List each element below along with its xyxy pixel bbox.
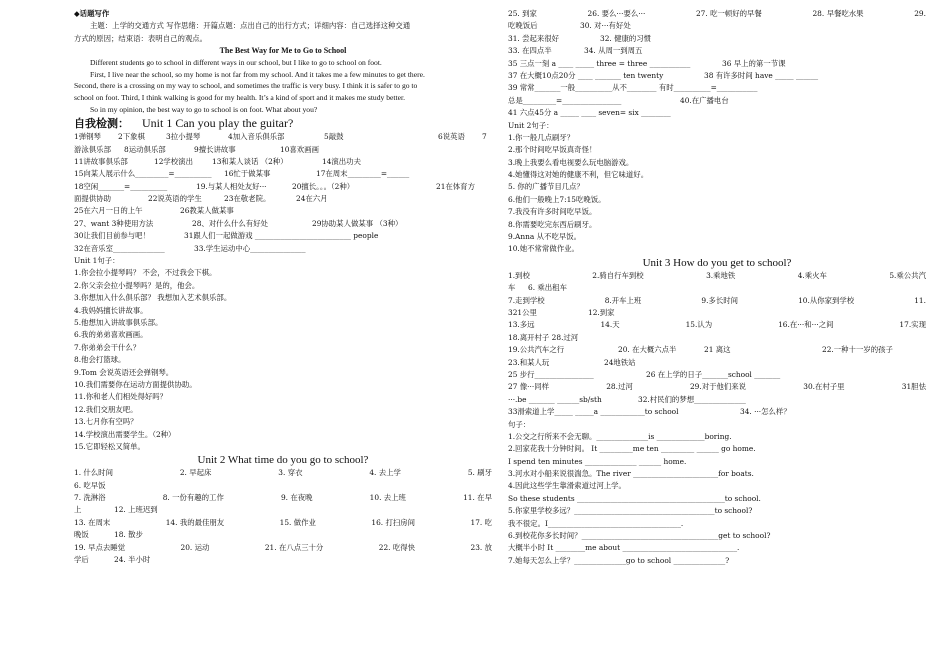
vocab-item: 27. 吃一顿好的早餐	[695, 9, 762, 18]
vocab-item: 25. 到家	[508, 9, 537, 18]
vocab-item: 15向某人展示什么_________=__________	[74, 169, 212, 179]
vocab-item: 12. 上班迟到	[114, 505, 158, 515]
vocab-item: 23在敬老院。	[224, 194, 271, 204]
vocab-item: 7. 洗淋浴	[74, 493, 106, 503]
vocab-row	[74, 218, 492, 230]
vocab-item: 41 六点45分 a _____ ____ seven= six ________	[508, 108, 671, 118]
unit3-sentences-label: 句子：	[508, 419, 531, 429]
sentence: 8.他会打篮球。	[74, 355, 126, 365]
vocab-item: 27 像···同样	[508, 382, 549, 392]
vocab-item: 33.学生运动中心_______________	[194, 243, 306, 253]
vocab-item: 上	[74, 505, 82, 515]
sentence: 2.回家花我十分钟时间。 It _________me ten _________ ______ go home.	[508, 444, 756, 454]
vocab-item: 19. 早点去睡觉	[74, 542, 126, 552]
vocab-item: 7	[482, 132, 487, 142]
vocab-item: 25 步行________________	[508, 369, 594, 379]
sentence: 4.因此这些学生靠滑索道过河上学。	[508, 481, 626, 491]
vocab-item: 27、want 3种使用方法	[74, 218, 154, 228]
unit3-vocab-row	[508, 357, 926, 369]
topic-line: 主题：上学的交通方式 写作思绪：开篇点题：点出自己的出行方式；详细内容：自己选择这种交通	[90, 21, 411, 31]
vocab-row	[74, 144, 492, 156]
vocab-item: 6. 吃早饭	[74, 480, 106, 490]
vocab-item: 18空闲_______=__________	[74, 181, 168, 191]
unit2-vocab-row	[508, 45, 926, 57]
vocab-item: 28、对什么什么有好处	[192, 218, 268, 228]
sentence: 7.你弟弟会干什么？	[74, 342, 141, 352]
section-heading: ◆话题写作	[74, 9, 110, 18]
vocab-row	[74, 193, 492, 205]
vocab-item: 40.在广播电台	[680, 95, 729, 105]
unit3-vocab-row	[508, 319, 926, 331]
self-check-label: 自我检测：	[74, 117, 129, 131]
sentence: 7.我没有许多时间吃早饭。	[508, 207, 597, 217]
sentence: 8.你需要吃完东西后刷牙。	[508, 219, 597, 229]
unit2-vocab-row	[508, 70, 926, 82]
vocab-item: 9擅长讲故事	[194, 144, 236, 154]
vocab-item: 30.在村子里	[803, 382, 845, 392]
vocab-item: 14演出功夫	[322, 156, 361, 166]
unit2-vocab-row	[74, 492, 492, 504]
unit2-vocab-row	[508, 82, 926, 94]
essay-line: First, I live near the school, so my home is not far from my school. And it takes me a few minutes to get there.	[90, 69, 425, 79]
vocab-row	[74, 205, 492, 217]
sentence: 13.七月你有空吗？	[74, 417, 138, 427]
unit2-sentences-label: Unit 2句子：	[508, 120, 554, 130]
vocab-item: 5.乘公共汽	[889, 270, 926, 280]
vocab-item: 39 常常_______一般__________从不________ 有时__________=___________	[508, 83, 758, 93]
unit2-vocab-row	[508, 8, 926, 20]
vocab-item: 21在体育方	[436, 181, 475, 191]
unit2-title: Unit 2 What time do you go to school?	[197, 454, 369, 467]
vocab-item: 1. 什么时间	[74, 468, 113, 478]
vocab-item: 8. 一份有趣的工作	[162, 493, 224, 503]
vocab-item: 33滑索道上学_____ _____a ____________to school	[508, 407, 679, 417]
vocab-item: 23. 放	[470, 542, 492, 552]
vocab-row	[74, 168, 492, 180]
vocab-item: 2下象棋	[118, 132, 145, 142]
vocab-item: 17. 吃	[470, 517, 492, 527]
sentence: 3.晚上我要么看电视要么玩电脑游戏。	[508, 157, 634, 167]
unit2-vocab-row	[74, 517, 492, 529]
vocab-item: 9.多长时间	[701, 295, 738, 305]
left-column	[74, 8, 492, 566]
essay-line: Second, there is a crossing on my way to school, and sometimes the traffic is very busy. I think it is safer to go to	[74, 81, 418, 91]
vocab-item: 20擅长。。。（2种）	[292, 181, 355, 191]
vocab-item: 14.天	[600, 320, 620, 330]
sentence: 12.我们交朋友吧。	[74, 404, 138, 414]
unit2-vocab-row	[74, 467, 492, 479]
unit3-vocab-row	[508, 295, 926, 307]
vocab-item: 16. 打扫房间	[371, 517, 416, 527]
vocab-item: 6. 乘出租车	[528, 283, 567, 293]
vocab-item: 29.	[914, 9, 926, 18]
sentence: 大概半小时 It ________me about _______________________________.	[508, 543, 740, 553]
sentence: 15.它即轻松又简单。	[74, 441, 145, 451]
vocab-item: 总是_________=________________	[508, 95, 622, 105]
unit3-vocab-row	[508, 270, 926, 282]
vocab-item: 36 早上的第一节课	[722, 58, 786, 68]
vocab-item: 1.到校	[508, 270, 530, 280]
vocab-item: 3拉小提琴	[166, 132, 201, 142]
vocab-item: 23.和某人玩	[508, 357, 550, 367]
unit2-vocab-row	[74, 480, 492, 492]
vocab-item: 35 三点一刻 a ____ _____ three = three ___________	[508, 58, 691, 68]
vocab-item: 30. 对···有好处	[580, 21, 631, 31]
vocab-item: 30让我们目前参与吧！	[74, 231, 150, 241]
vocab-item: 31. 尝起来很好	[508, 33, 560, 43]
vocab-item: 33. 在四点半	[508, 46, 552, 56]
vocab-item: 32在音乐室______________	[74, 243, 165, 253]
vocab-item: 13.多远	[508, 320, 535, 330]
vocab-item: 32. 健康的习惯	[600, 33, 652, 43]
vocab-item: 5. 刷牙	[467, 468, 492, 478]
vocab-item: 12学校演出	[154, 156, 193, 166]
right-column	[508, 8, 926, 567]
vocab-item: 28.过河	[606, 382, 633, 392]
sentence: 2.那个时间吃早饭真奇怪！	[508, 145, 597, 155]
vocab-item: 321公里	[508, 307, 537, 317]
sentence: 1.公交之行所来不会无聊。______________is _____________boring.	[508, 431, 732, 441]
vocab-item: 38 有许多时间 have _____ ______	[704, 70, 819, 80]
sentence: 4.我妈妈擅长讲故事。	[74, 305, 148, 315]
sentence: 1.你会拉小提琴吗？ 不会，不过我会下棋。	[74, 268, 217, 278]
vocab-item: ···.be _______ ______sb/sth	[508, 394, 602, 404]
vocab-item: 13和某人谈话 （2种）	[212, 156, 288, 166]
vocab-item: 4加入音乐俱乐部	[228, 132, 285, 142]
vocab-row	[74, 243, 492, 255]
essay-line: Different students go to school in different ways in our school, but I like to go to school on foot.	[90, 58, 382, 68]
sentence: 6.我的弟弟喜欢画画。	[74, 330, 148, 340]
vocab-item: 4. 去上学	[369, 468, 401, 478]
vocab-item: 26. 要么···要么···	[587, 9, 646, 18]
vocab-item: 吃晚饭后	[508, 21, 538, 31]
sentence: 9.Anna 从不吃早饭。	[508, 232, 582, 242]
vocab-item: 25在六月一日的上午	[74, 206, 143, 216]
vocab-item: 18.离开村子 28.过河	[508, 332, 579, 342]
unit1-title: Unit 1 Can you play the guitar?	[142, 116, 294, 131]
unit2-vocab-row	[508, 20, 926, 32]
unit3-vocab-row	[508, 406, 926, 418]
vocab-item: 10.从你家到学校	[798, 295, 855, 305]
vocab-item: 15. 做作业	[279, 517, 316, 527]
unit1-sentences-label: Unit 1句子：	[74, 256, 120, 266]
sentence: 10.她不常常做作业。	[508, 244, 579, 254]
unit3-title: Unit 3 How do you get to school?	[642, 256, 792, 269]
vocab-item: 12.到家	[588, 307, 615, 317]
vocab-item: 10喜欢画画	[280, 144, 319, 154]
sentence: 7.她每天怎么上学？______________go to school ______________?	[508, 555, 730, 565]
vocab-item: 34. ···怎么样？	[740, 407, 791, 417]
sentence: 3.河水对小船来说很湍急。The river _______________________for boats.	[508, 469, 754, 479]
vocab-item: 20. 运动	[180, 542, 210, 552]
vocab-item: 22. 吃得快	[378, 542, 416, 552]
vocab-item: 3.乘地铁	[706, 270, 736, 280]
unit3-vocab-row	[508, 369, 926, 381]
vocab-item: 16忙于做某事	[224, 169, 271, 179]
sentence: 2.你父亲会拉小提琴吗？是的，他会。	[74, 280, 200, 290]
unit3-vocab-row	[508, 344, 926, 356]
unit2-vocab-row	[74, 554, 492, 566]
vocab-item: 24在六月	[296, 194, 328, 204]
vocab-item: 2. 早起床	[179, 468, 212, 478]
sentence: 14.学校演出需要学生。（2种）	[74, 429, 176, 439]
vocab-item: 面提供协助	[74, 194, 111, 204]
unit3-vocab-row	[508, 394, 926, 406]
vocab-item: 17在周末_________=______	[316, 169, 410, 179]
sentence: So these students ________________________________________to school.	[508, 493, 761, 503]
vocab-item: 11讲故事俱乐部	[74, 156, 128, 166]
vocab-item: 31胆怯	[901, 382, 926, 392]
unit3-vocab-row	[508, 381, 926, 393]
vocab-item: 21. 在八点三十分	[264, 542, 324, 552]
vocab-item: 11.	[914, 295, 926, 305]
vocab-item: 19.与某人相处友好···	[196, 181, 267, 191]
unit3-vocab-row	[508, 332, 926, 344]
sentence: 1.你一般几点刷牙？	[508, 132, 575, 142]
vocab-item: 1弹钢琴	[74, 132, 101, 142]
vocab-item: 2.骑自行车到校	[592, 270, 644, 280]
vocab-item: 13. 在周末	[74, 517, 111, 527]
unit2-vocab-row	[74, 542, 492, 554]
sentence: 4.她懂得这对她的健康不利，但它味道好。	[508, 170, 649, 180]
sentence: 3.你想加入什么俱乐部？ 我想加入艺术俱乐部。	[74, 293, 232, 303]
vocab-item: 15.认为	[685, 320, 713, 330]
vocab-item: 37 在大概10点20分 ____ _______ ten twenty	[508, 70, 664, 80]
vocab-item: 5敲鼓	[324, 132, 344, 142]
vocab-item: 6说英语	[438, 132, 465, 142]
vocab-item: 29协助某人做某事 （3种）	[312, 218, 403, 228]
vocab-item: 车	[508, 283, 516, 293]
essay-line: school on foot. Third, I think walking is good for my health. It’s a kind of sport and it makes me study better.	[74, 92, 405, 102]
sentence: 我不很定。I____________________________________.	[508, 518, 684, 528]
sentence: 5.他想加入讲故事俱乐部。	[74, 318, 163, 327]
vocab-item: 22.一种十一岁的孩子	[822, 345, 893, 355]
vocab-item: 19.公共汽车之行	[508, 345, 565, 355]
vocab-item: 学后	[74, 555, 89, 565]
sentence: 5.你家里学校多远？______________________________________to school?	[508, 506, 753, 516]
vocab-item: 17.实现	[899, 320, 926, 330]
unit1-heading	[74, 115, 492, 131]
vocab-item: 28. 早餐吃水果	[812, 9, 864, 18]
sentence: I spend ten minutes ______________ ______ home.	[508, 456, 687, 466]
vocab-item: 21 离这	[704, 345, 731, 355]
unit3-vocab-row	[508, 307, 926, 319]
unit2-vocab-row	[508, 33, 926, 45]
sentence: 6.到校花你多长时间？_____________________________________get to school?	[508, 531, 771, 541]
vocab-item: 24. 半小时	[114, 555, 151, 565]
vocab-item: 20. 在大概六点半	[618, 345, 677, 355]
unit3-vocab-row	[508, 282, 926, 294]
vocab-row	[74, 131, 492, 143]
sentence: 10.我们需要你在运动方面提供协助。	[74, 379, 197, 389]
vocab-item: 7.走到学校	[508, 295, 545, 305]
vocab-item: 11. 在早	[463, 493, 492, 503]
vocab-item: 31跟人们一起做游戏 __________________________ people	[184, 231, 379, 241]
vocab-item: 4.乘火车	[797, 270, 827, 280]
unit2-vocab-row	[74, 504, 492, 516]
topic-line: 方式的原因；结束语：表明自己的观点。	[74, 33, 208, 43]
vocab-item: 26教某人做某事	[180, 206, 234, 216]
vocab-item: 10. 去上班	[369, 493, 406, 503]
vocab-item: 24地铁站	[604, 357, 636, 367]
unit2-vocab-row	[508, 107, 926, 119]
vocab-item: 8运动俱乐部	[124, 144, 166, 154]
sentence: 9.Tom 会说英语还会弹钢琴。	[74, 367, 174, 377]
vocab-item: 32.村民们的梦想______________	[638, 394, 746, 404]
vocab-item: 8.开车上班	[604, 295, 642, 305]
sentence: 6.他们一般晚上7:15吃晚饭。	[508, 194, 606, 204]
sentence: 5. 你的广播节目几点？	[508, 182, 584, 192]
unit2-vocab-row	[508, 95, 926, 107]
essay-title: The Best Way for Me to Go to School	[219, 46, 347, 56]
vocab-item: 34. 从周一到周五	[584, 46, 643, 56]
unit2-vocab-row	[74, 529, 492, 541]
vocab-row	[74, 156, 492, 168]
vocab-item: 游泳俱乐部	[74, 144, 111, 154]
vocab-row	[74, 230, 492, 242]
vocab-item: 29.对于他们来说	[689, 382, 747, 392]
sentence: 11.你和老人们相处得好吗？	[74, 392, 168, 402]
vocab-item: 晚饭	[74, 530, 89, 540]
vocab-item: 14. 我的最佳朋友	[165, 517, 225, 527]
vocab-item: 18. 散步	[114, 530, 143, 540]
vocab-row	[74, 181, 492, 193]
vocab-item: 16.在···和···之间	[778, 320, 834, 330]
vocab-item: 3. 穿衣	[278, 468, 303, 478]
essay-line: So in my opinion, the best way to go to school is on foot. What about you?	[90, 104, 318, 114]
vocab-item: 9. 在夜晚	[280, 493, 313, 503]
unit2-vocab-row	[508, 58, 926, 70]
vocab-item: 22说英语的学生	[148, 194, 202, 204]
vocab-item: 26 在上学的日子_______school _______	[646, 369, 781, 379]
